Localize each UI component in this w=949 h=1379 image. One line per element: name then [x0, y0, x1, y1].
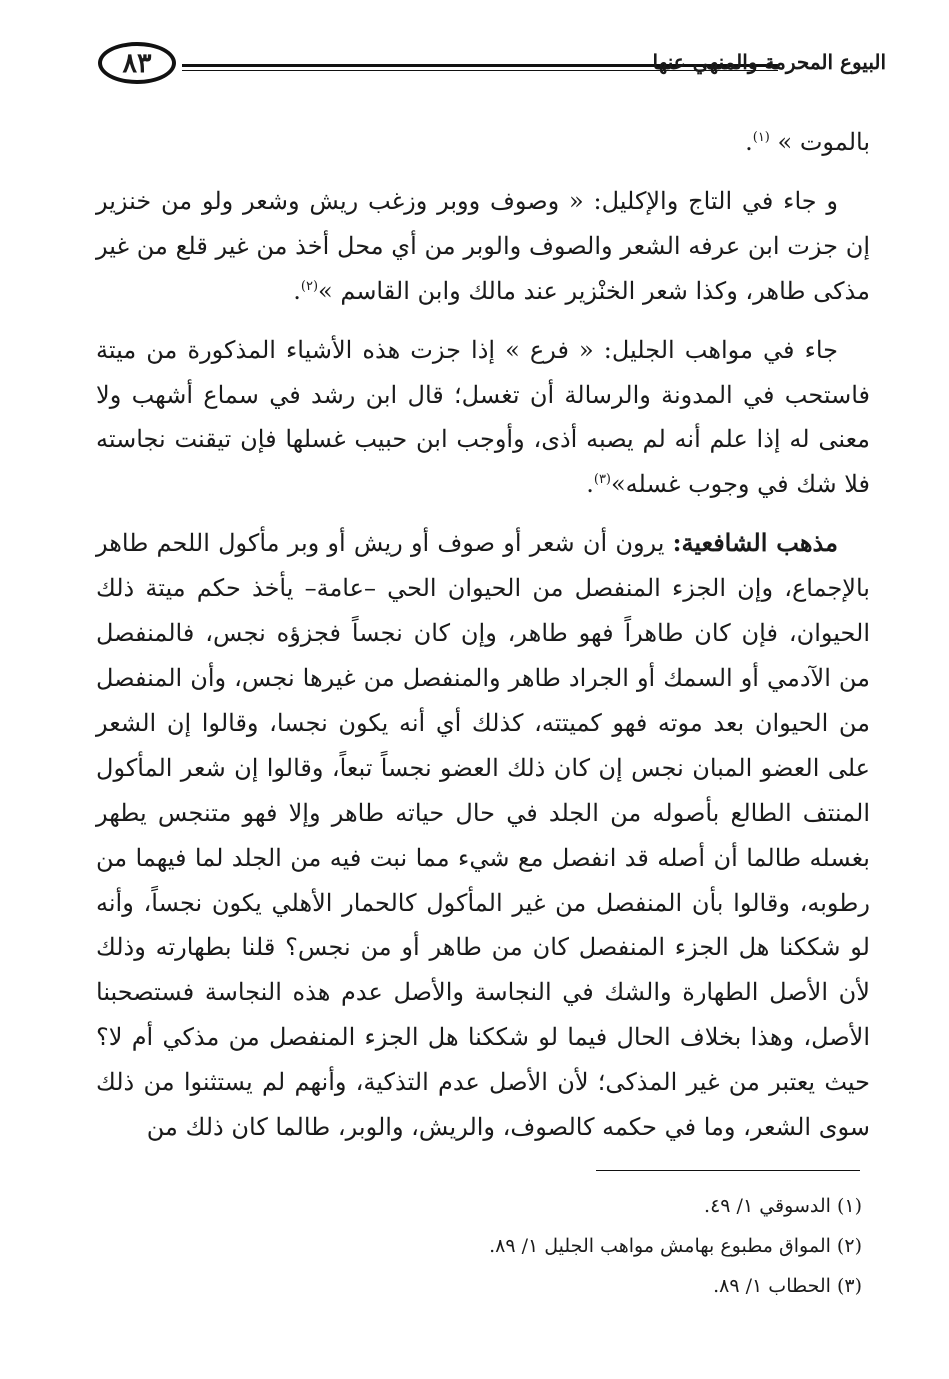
footnote-2: (٢) المواق مطبوع بهامش مواهب الجليل ١/ ٨٩. — [489, 1235, 862, 1257]
section-label: مذهب الشافعية: — [672, 528, 838, 558]
paragraph-mawahib: جاء في مواهب الجليل: « فرع » إذا جزت هذه الأشياء المذكورة من ميتة فاستحب في المدونة والرسالة أن تغسل؛ قال ابن رشد في سماع أشهب ولا معنى له إذا علم أنه لم يصبه أذى، وأوجب ابن حبيب غسلها فإن تيقنت نجاسته فلا شك في وجوب غسله»$^{(٣)}$. — [96, 335, 870, 499]
running-title: البيوع المحرمة والمنهي عنها — [652, 50, 886, 74]
paragraph-continuation: بالموت » $^{(١)}$. — [745, 128, 870, 156]
paragraph-shafii: مذهب الشافعية: يرون أن شعر أو صوف أو ريش أو وبر مأكول اللحم طاهر بالإجماع، وإن الجزء المنفصل من الحيوان الحي –عامة– يأخذ حكم ميتة ذلك الحيوان، فإن كان طاهراً فهو طاهر، وإن كان نجساً فجزؤه نجس، فالمنفصل من الآدمي أو السمك أو الجراد طاهر والمنفصل من غيرها نجس، وأن المنفصل من الحيوان بعد موته فهو كميتته، كذلك أي أنه يكون نجسا، وقالوا إن الشعر على العضو المبان نجس إن كان ذلك العضو نجساً تبعاً، وقالوا إن شعر المأكول المنتف الطالع بأصوله من الجلد في حال حياته طاهر وإلا فهو متنجس يطهر بغسله طالما أن أصله قد انفصل مع شيء مما نبت فيه من الجلد لما فيهما من رطوبه، وقالوا بأن المنفصل من غير المأكول كالحمار الأهلي يكون نجساً، وأنه لو شككنا هل الجزء المنفصل كان من طاهر أو من نجس؟ قلنا بطهارته وذلك لأن الأصل الطهارة والشك في النجاسة والأصل عدم هذه النجاسة فستصحبنا الأصل، وهذا بخلاف الحال فيما لو شككنا هل الجزء المنفصل من مذكي أم لا؟ حيث يعتبر من غير المذكى؛ لأن الأصل عدم التذكية، وأنهم لم يستثنوا من ذلك سوى الشعر، وما في حكمه كالصوف، والريش، والوبر، طالما كان ذلك من — [96, 528, 871, 1142]
footnote-separator — [596, 1170, 860, 1171]
page-number: ٨٣ — [122, 47, 152, 79]
footnote-ref-3: (٣) — [593, 472, 611, 488]
paragraph-taj-iklil: و جاء في التاج والإكليل: « وصوف ووبر وزغب ريش وشعر ولو من خنزير إن جزت ابن عرفه الشعر والصوف والوبر من أي محل أخذ من غير قلع من غير مذكى طاهر، وكذا شعر الخنْزير عند مالك وابن القاسم »$^{(٢)}$. — [96, 186, 870, 305]
page-number-badge — [98, 42, 176, 84]
footnote-3: (٣) الحطاب ١/ ٨٩. — [713, 1275, 862, 1297]
page-header — [96, 36, 886, 116]
footnote-1: (١) الدسوقي ١/ ٤٩. — [704, 1195, 862, 1217]
body-text — [96, 120, 870, 1160]
footnotes — [96, 1186, 862, 1306]
footnote-ref-2: (٢) — [300, 278, 319, 294]
footnote-ref-1: (١) — [752, 130, 770, 145]
